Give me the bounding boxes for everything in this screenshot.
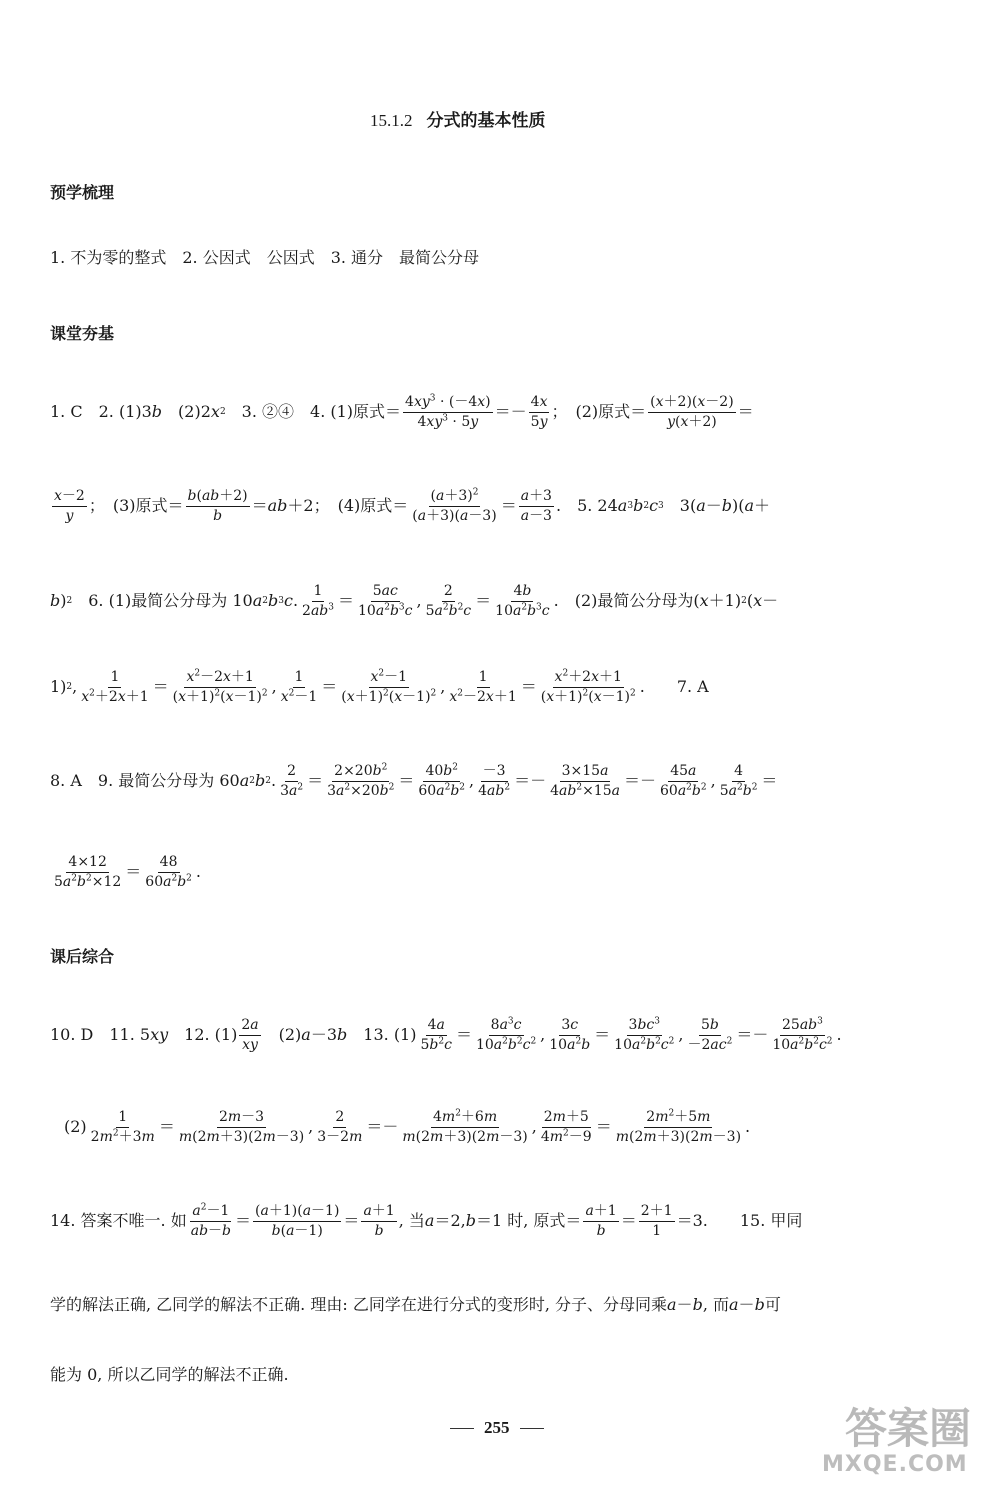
fraction: $\frac{4b}{10a^2b^3c}$ (495, 583, 550, 619)
section-title-text: 分式的基本性质 (426, 111, 546, 131)
fraction: $\frac{(x+2)(x-2)}{y(x+2)}$ (650, 394, 734, 430)
fraction: $\frac{1}{x^2-1}$ (280, 669, 318, 705)
section-number: 15.1.2 (370, 111, 413, 130)
answer-line: b ) 2 6. (1)最简公分母为 10 a 2 b 3 c . $\frac{1}{2ab^3}$ ＝ $\frac{5ac}{10a^2b^3c}$ , $\frac{2}{5a^2b^2c}$ ＝ $\frac{4b}{10a^2b^3c}$ . (2)最简公分母为( x ＋1) 2 ( x － (50, 583, 779, 619)
answer-line: 10. D 11. 5 xy 12. (1) $\frac{2a}{xy}$ (2) a －3 b 13. (1) $\frac{4a}{5b^2c}$ ＝ $\frac{8a^3c}{10a^2b^2c^2}$ , $\frac{3c}{10a^2b}$ ＝ $\frac{3bc^3}{10a^2b^2c^2}$ , $\frac{5b}{-2ac^2}$ ＝－ $\frac{25ab^3}{10a^2b^2c^2}$ . (50, 1016, 842, 1053)
fraction: $\frac{1}{2m^2+3m}$ (90, 1109, 155, 1145)
fraction: $\frac{-3}{4ab^2}$ (478, 763, 511, 799)
section-title (370, 106, 546, 131)
answer-line: 1) 2 , $\frac{1}{x^2+2x+1}$ ＝ $\frac{x^2-2x+1}{(x+1)^2(x-1)^2}$ , $\frac{1}{x^2-1}$ ＝ $\frac{x^2-1}{(x+1)^2(x-1)^2}$ , $\frac{1}{x^2-2x+1}$ ＝ $\frac{x^2+2x+1}{(x+1)^2(x-1)^2}$ . 7. A (50, 668, 709, 705)
fraction: $\frac{1}{2ab^3}$ (302, 583, 334, 619)
fraction: $\frac{4a}{5b^2c}$ (420, 1017, 452, 1053)
fraction: $\frac{4\times 12}{5a^2b^2\times 12}$ (54, 854, 122, 890)
fraction: $\frac{x^2+2x+1}{(x+1)^2(x-1)^2}$ (540, 668, 636, 705)
answer-line: 14. 答案不唯一. 如 $\frac{a^2-1}{ab-b}$ ＝ $\frac{(a+1)(a-1)}{b(a-1)}$ ＝ $\frac{a+1}{b}$ , 当 a ＝2, b ＝1 时, 原式＝ $\frac{a+1}{b}$ ＝ $\frac{2+1}{1}$ ＝3. 15. 甲同 (50, 1202, 803, 1239)
fraction: $\frac{2+1}{1}$ (640, 1203, 673, 1239)
fraction: $\frac{2}{3a^2}$ (280, 763, 304, 799)
fraction: $\frac{1}{x^2+2x+1}$ (81, 669, 149, 705)
fraction: $\frac{2a}{xy}$ (241, 1017, 259, 1053)
fraction: $\frac{2}{5a^2b^2c}$ (425, 583, 472, 619)
fraction: $\frac{b(ab+2)}{b}$ (187, 488, 248, 524)
fraction: $\frac{x-2}{y}$ (54, 488, 85, 524)
answer-line: $\frac{4\times 12}{5a^2b^2\times 12}$ ＝ $\frac{48}{60a^2b^2}$ . (54, 854, 201, 890)
page-footer (440, 1418, 554, 1438)
fraction: $\frac{4m^2+6m}{m(2m+3)(2m-3)}$ (402, 1108, 528, 1145)
fraction: $\frac{(a+1)(a-1)}{b(a-1)}$ (255, 1203, 340, 1239)
fraction: $\frac{25ab^3}{10a^2b^2c^2}$ (772, 1016, 833, 1053)
answer-line: 学的解法正确, 乙同学的解法不正确. 理由: 乙同学在进行分式的变形时, 分子、分母同乘 a － b , 而 a － b 可 (50, 1295, 781, 1314)
fraction: $\frac{a+1}{b}$ (585, 1203, 617, 1239)
fraction: $\frac{2\times 20b^2}{3a^2\times 20b^2}$ (327, 762, 395, 799)
fraction: $\frac{2}{3-2m}$ (317, 1109, 363, 1145)
fraction: $\frac{45a}{60a^2b^2}$ (659, 763, 707, 799)
heading-classroom: 课堂夯基 (50, 324, 115, 343)
fraction: $\frac{5b}{-2ac^2}$ (687, 1017, 733, 1053)
fraction: $\frac{3bc^3}{10a^2b^2c^2}$ (614, 1016, 675, 1053)
fraction: $\frac{a+1}{b}$ (363, 1203, 395, 1239)
fraction: $\frac{2m-3}{m(2m+3)(2m-3)}$ (178, 1109, 305, 1145)
fraction: $\frac{3c}{10a^2b}$ (549, 1017, 591, 1053)
fraction: $\frac{8a^3c}{10a^2b^2c^2}$ (475, 1016, 537, 1053)
fraction: $\frac{48}{60a^2b^2}$ (145, 854, 192, 890)
answer-line: 8. A 9. 最简公分母为 60 a 2 b 2 . $\frac{2}{3a^2}$ ＝ $\frac{2\times 20b^2}{3a^2\times 20b^2}$ ＝ $\frac{40b^2}{60a^2b^2}$ , $\frac{-3}{4ab^2}$ ＝－ $\frac{3\times 15a}{4ab^2\times 15a}$ ＝－ $\frac{45a}{60a^2b^2}$ , $\frac{4}{5a^2b^2}$ ＝ (50, 762, 778, 799)
fraction: $\frac{5ac}{10a^2b^3c}$ (358, 583, 413, 619)
fraction: $\frac{40b^2}{60a^2b^2}$ (418, 762, 466, 799)
watermark-url: MXQE.COM (822, 1452, 968, 1477)
fraction: $\frac{4}{5a^2b^2}$ (719, 763, 758, 799)
fraction: $\frac{a^2-1}{ab-b}$ (190, 1202, 231, 1239)
heading-after-class: 课后综合 (50, 947, 115, 966)
preview-answers: 1. 不为零的整式 2. 公因式 公因式 3. 通分 最简公分母 (50, 248, 480, 267)
page-number: 255 (484, 1418, 510, 1437)
fraction: $\frac{(a+3)^2}{(a+3)(a-3)}$ (412, 487, 497, 524)
heading-preview: 预学梳理 (50, 183, 115, 202)
answer-line: (2) $\frac{1}{2m^2+3m}$ ＝ $\frac{2m-3}{m(2m+3)(2m-3)}$ , $\frac{2}{3-2m}$ ＝－ $\frac{4m^2+6m}{m(2m+3)(2m-3)}$ , $\frac{2m+5}{4m^2-9}$ ＝ $\frac{2m^2+5m}{m(2m+3)(2m-3)}$ . (64, 1108, 751, 1145)
fraction: $\frac{1}{x^2-2x+1}$ (449, 669, 517, 705)
watermark-logo: 答案圈 (845, 1404, 972, 1453)
fraction: $\frac{4xy^3 \cdot (-4x)}{4xy^3 \cdot 5y}$ (405, 393, 491, 430)
fraction: $\frac{2m^2+5m}{m(2m+3)(2m-3)}$ (615, 1108, 742, 1145)
fraction: $\frac{x^2-2x+1}{(x+1)^2(x-1)^2}$ (172, 668, 268, 705)
fraction: $\frac{a+3}{a-3}$ (520, 488, 552, 524)
fraction: $\frac{x^2-1}{(x+1)^2(x-1)^2}$ (341, 668, 437, 705)
fraction: $\frac{4x}{5y}$ (530, 394, 548, 430)
fraction: $\frac{3\times 15a}{4ab^2\times 15a}$ (550, 763, 620, 799)
answer-line: $\frac{x-2}{y}$ ； (3)原式＝ $\frac{b(ab+2)}{b}$ ＝ ab ＋2； (4)原式＝ $\frac{(a+3)^2}{(a+3)(a-3)}$ ＝ $\frac{a+3}{a-3}$ . 5. 24 a 3 b 2 c 3 3( a － b )( a ＋ (54, 487, 771, 524)
fraction: $\frac{2m+5}{4m^2-9}$ (540, 1109, 592, 1145)
answer-line: 1. C 2. (1)3 b (2)2 x 2 3. ②④ 4. (1)原式＝ $\frac{4xy^3 \cdot (-4x)}{4xy^3 \cdot 5y}$ ＝－ $\frac{4x}{5y}$ ； (2)原式＝ $\frac{(x+2)(x-2)}{y(x+2)}$ ＝ (50, 393, 754, 430)
answer-line: 能为 0, 所以乙同学的解法不正确. (50, 1365, 289, 1384)
